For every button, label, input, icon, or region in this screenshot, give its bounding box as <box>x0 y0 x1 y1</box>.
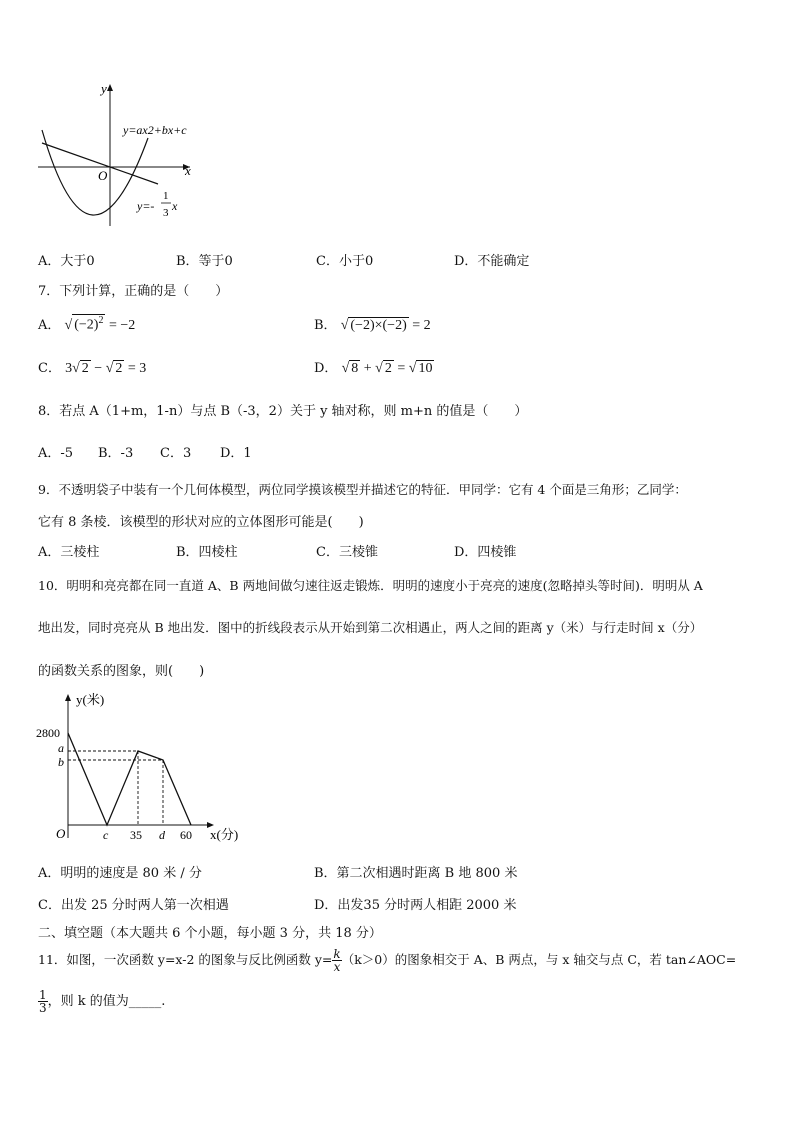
q9-option-b[interactable]: B．四棱柱 <box>176 545 238 560</box>
q7-a-radicand: (−2) <box>74 318 99 333</box>
fig1-line-label-suffix: x <box>172 199 178 213</box>
fig1-line-label-prefix: y=- <box>137 199 155 213</box>
fig1-origin-label: O <box>98 168 108 183</box>
q7-a-rhs: = −2 <box>108 318 136 333</box>
fig2-y-label-a: a <box>58 741 64 755</box>
section-heading: 二、填空题（本大题共 6 个小题，每小题 3 分，共 18 分） <box>38 926 382 941</box>
q7-a-label: A． <box>38 318 61 333</box>
q9-line-2: 它有 8 条棱．该模型的形状对应的立体图形可能是( ) <box>38 515 364 530</box>
q7-c-label: C． <box>38 361 61 376</box>
q7-option-b[interactable]: B． √ (−2)×(−2) = 2 <box>314 318 431 333</box>
fig2-y-label-b: b <box>58 755 64 769</box>
q8-option-a[interactable]: A．-5 <box>38 446 74 461</box>
q8-stem: 8．若点 A（1+m，1-n）与点 B（-3，2）关于 y 轴对称，则 m+n 的值是（ ） <box>38 404 528 419</box>
fig2-x-label-60: 60 <box>180 828 192 842</box>
q11-frac2-den: 3 <box>39 1001 47 1015</box>
q10-option-d[interactable]: D．出发35 分时两人相距 2000 米 <box>314 898 517 913</box>
q11-frac-den: x <box>333 960 341 974</box>
q7-b-rhs: = 2 <box>412 318 431 333</box>
q7-c-r1: 2 <box>81 361 89 376</box>
q7-c-r2: 2 <box>115 361 123 376</box>
fig2-x-label-d: d <box>159 828 165 842</box>
q6-option-b[interactable]: B．等于0 <box>176 254 233 269</box>
q11-line-1 <box>38 942 736 978</box>
q8-option-d[interactable]: D．1 <box>220 446 252 461</box>
q6-option-a[interactable]: A．大于0 <box>38 254 95 269</box>
q7-option-d[interactable]: D． √ 8 + √ 2 = √ 10 <box>314 361 433 376</box>
fig2-y-label-2800: 2800 <box>36 726 60 740</box>
q9-option-a[interactable]: A．三棱柱 <box>38 545 100 560</box>
q7-option-c[interactable]: C． 3√ 2 − √ 2 = 3 <box>38 361 147 376</box>
q7-c-rhs: = 3 <box>127 361 147 376</box>
figure-parabola <box>30 78 230 228</box>
q11-frac-num: k <box>333 947 341 961</box>
q9-option-d[interactable]: D．四棱锥 <box>454 545 517 560</box>
q6-option-d[interactable]: D．不能确定 <box>454 254 530 269</box>
q10-option-a[interactable]: A．明明的速度是 80 米 / 分 <box>38 866 202 881</box>
fig2-y-axis-label: y(米) <box>76 692 105 707</box>
q10-line-3: 的函数关系的图象，则( ) <box>38 664 205 679</box>
q9-option-c[interactable]: C．三棱锥 <box>316 545 378 560</box>
q7-b-label: B． <box>314 318 337 333</box>
fig1-y-axis-label: y <box>101 81 107 96</box>
q7-c-coef: 3 <box>65 361 73 376</box>
fig1-x-axis-label: x <box>185 163 191 178</box>
q7-stem: 7．下列计算，正确的是（ ） <box>38 284 229 299</box>
fig2-x-label-35: 35 <box>130 828 142 842</box>
q8-option-b[interactable]: B．-3 <box>98 446 134 461</box>
q11-post: （k＞0）的图象相交于 A、B 两点，与 x 轴交与点 C，若 tan∠AOC= <box>341 952 737 967</box>
fig2-x-label-c: c <box>103 828 109 842</box>
q10-option-b[interactable]: B．第二次相遇时距离 B 地 800 米 <box>314 866 518 881</box>
fig2-origin-label: O <box>56 826 66 841</box>
q11-line-2 <box>38 984 165 1020</box>
q7-d-label: D． <box>314 361 338 376</box>
q7-option-a[interactable]: A． √ $(-2)^2 = -2$ <box>38 315 136 333</box>
q9-line-1: 9．不透明袋子中装有一个几何体模型，两位同学摸该模型并描述它的特征．甲同学：它有 4 个面是三角形；乙同学： <box>38 482 687 497</box>
q11-pre: 11．如图，一次函数 y=x-2 的图象与反比例函数 y= <box>38 952 333 967</box>
fig1-parabola-label: y=ax2+bx+c <box>123 123 187 137</box>
fig1-line-label-num: 1 <box>163 190 169 202</box>
fig1-line-label-den: 3 <box>163 207 169 219</box>
q8-option-c[interactable]: C．3 <box>160 446 192 461</box>
q7-d-mid: + <box>363 361 372 376</box>
q7-c-mid: − <box>94 361 103 376</box>
q11-frac2-num: 1 <box>39 988 47 1002</box>
q7-d-r2: 2 <box>384 361 392 376</box>
q7-d-r3: 10 <box>418 361 433 376</box>
q7-d-r1: 8 <box>351 361 359 376</box>
q10-option-c[interactable]: C．出发 25 分时两人第一次相遇 <box>38 898 229 913</box>
q10-line-2: 地出发，同时亮亮从 B 地出发．图中的折线段表示从开始到第二次相遇止，两人之间的距离 y（米）与行走时间 x（分） <box>38 620 703 635</box>
q10-line-1: 10．明明和亮亮都在同一直道 A、B 两地间做匀速往返走锻炼．明明的速度小于亮亮的速度(忽略掉头等时间)．明明从 A <box>38 578 703 593</box>
q7-b-radicand: (−2)×(−2) <box>350 318 407 333</box>
figure-distance-time <box>30 688 260 848</box>
q11-tail: ，则 k 的值为_____. <box>47 994 166 1009</box>
q6-option-c[interactable]: C．小于0 <box>316 254 374 269</box>
q7-a-exp: 2 <box>98 315 104 327</box>
q7-d-eq: = <box>397 361 406 376</box>
fig2-x-axis-label: x(分) <box>210 827 239 842</box>
